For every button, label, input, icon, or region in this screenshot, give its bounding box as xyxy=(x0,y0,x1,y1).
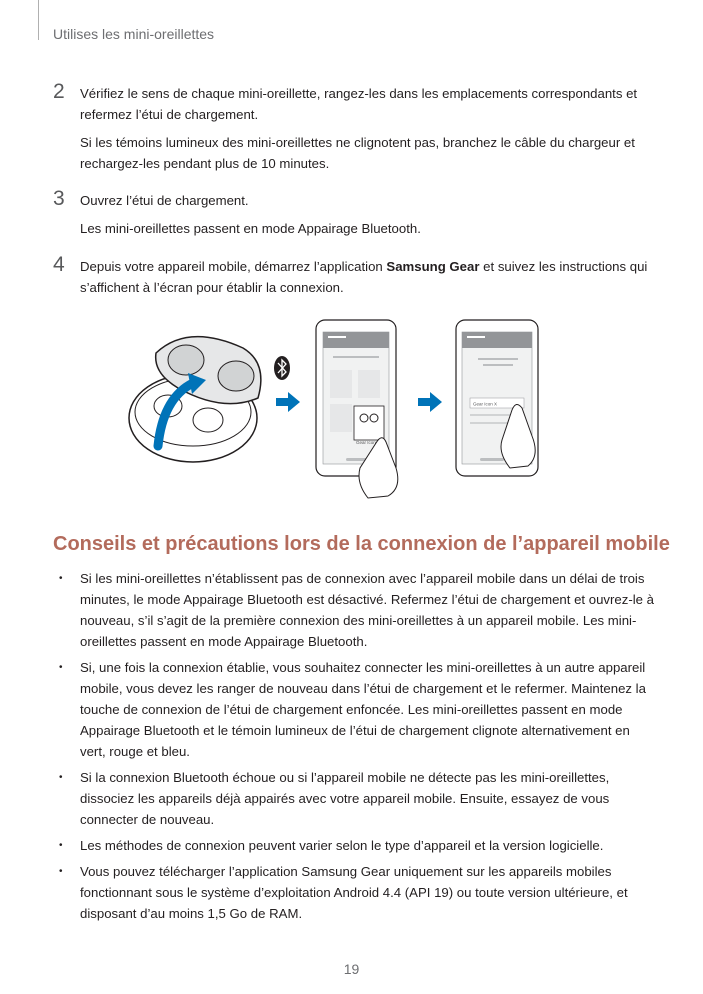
running-header: Utilises les mini-oreillettes xyxy=(53,26,215,42)
phone-card-label: Gear Icon xyxy=(356,440,376,445)
tips-list xyxy=(53,568,655,929)
step-note: Si les témoins lumineux des mini-oreillettes ne clignotent pas, branchez le câble du chargeur et rechargez-les pendant plus de 10 minutes. xyxy=(80,135,635,171)
step-number: 3 xyxy=(53,187,65,210)
charging-case-image xyxy=(129,337,261,462)
page-number: 19 xyxy=(343,961,360,977)
list-item: • Vous pouvez télécharger l’application Samsung Gear uniquement sur les appareils mobiles fonctionnant sous le système d’exploitation Android 4.4 (API 19) ou toute version ultérieure, et disposant d’au moins 1,5 Go de RAM. xyxy=(59,864,628,921)
phone-screen-1 xyxy=(316,320,398,498)
step-number: 4 xyxy=(53,253,65,276)
phone-screen-2 xyxy=(456,320,538,476)
list-item: • Si la connexion Bluetooth échoue ou si l’appareil mobile ne détecte pas les mini-oreillettes, dissociez les appareils déjà appairés avec votre appareil mobile. Ensuite, essayez de vous connecter de nouveau. xyxy=(59,770,610,827)
step-text: Ouvrez l’étui de chargement. xyxy=(80,193,249,208)
arrow-right-icon xyxy=(418,392,442,412)
step-note: Les mini-oreillettes passent en mode Appairage Bluetooth. xyxy=(80,221,421,236)
list-item: • Les méthodes de connexion peuvent varier selon le type d’appareil et la version logicielle. xyxy=(59,838,604,853)
list-item: • Si les mini-oreillettes n’établissent pas de connexion avec l’appareil mobile dans un délai de trois minutes, le mode Appairage Bluetooth est désactivé. Refermez l’étui de chargement et ouvrez-le à nouveau, s’il s’agit de la première connexion des mini-oreillettes à un appareil mobile. Les mini-oreillettes passent en mode Appairage Bluetooth. xyxy=(59,571,654,649)
bluetooth-icon xyxy=(274,356,290,380)
arrow-right-icon xyxy=(276,392,300,412)
pairing-illustration xyxy=(118,318,588,500)
step-text: Vérifiez le sens de chaque mini-oreillette, rangez-les dans les emplacements correspondants et refermez l’étui de chargement. xyxy=(80,86,638,122)
section-title: Conseils et précautions lors de la connexion de l’appareil mobile xyxy=(53,533,670,555)
device-list-item-label: Gear Icon X xyxy=(473,401,498,407)
step-number: 2 xyxy=(53,80,65,103)
step-4 xyxy=(53,253,653,305)
step-text: Depuis votre appareil mobile, démarrez l’application Samsung Gear et suivez les instructions qui s’affichent à l’écran pour établir la connexion. xyxy=(80,259,648,295)
step-2 xyxy=(53,80,653,181)
header-rule xyxy=(38,0,39,40)
step-3 xyxy=(53,187,653,246)
list-item: • Si, une fois la connexion établie, vous souhaitez connecter les mini-oreillettes à un autre appareil mobile, vous devez les ranger de nouveau dans l’étui de chargement et le refermer. Maintenez la touche de connexion de l’étui de chargement enfoncée. Les mini-oreillettes passent en mode Appairage Bluetooth et le témoin lumineux de l’étui de chargement clignote alternativement en vert, rouge et bleu. xyxy=(59,660,646,759)
app-name: Samsung Gear xyxy=(386,259,480,274)
